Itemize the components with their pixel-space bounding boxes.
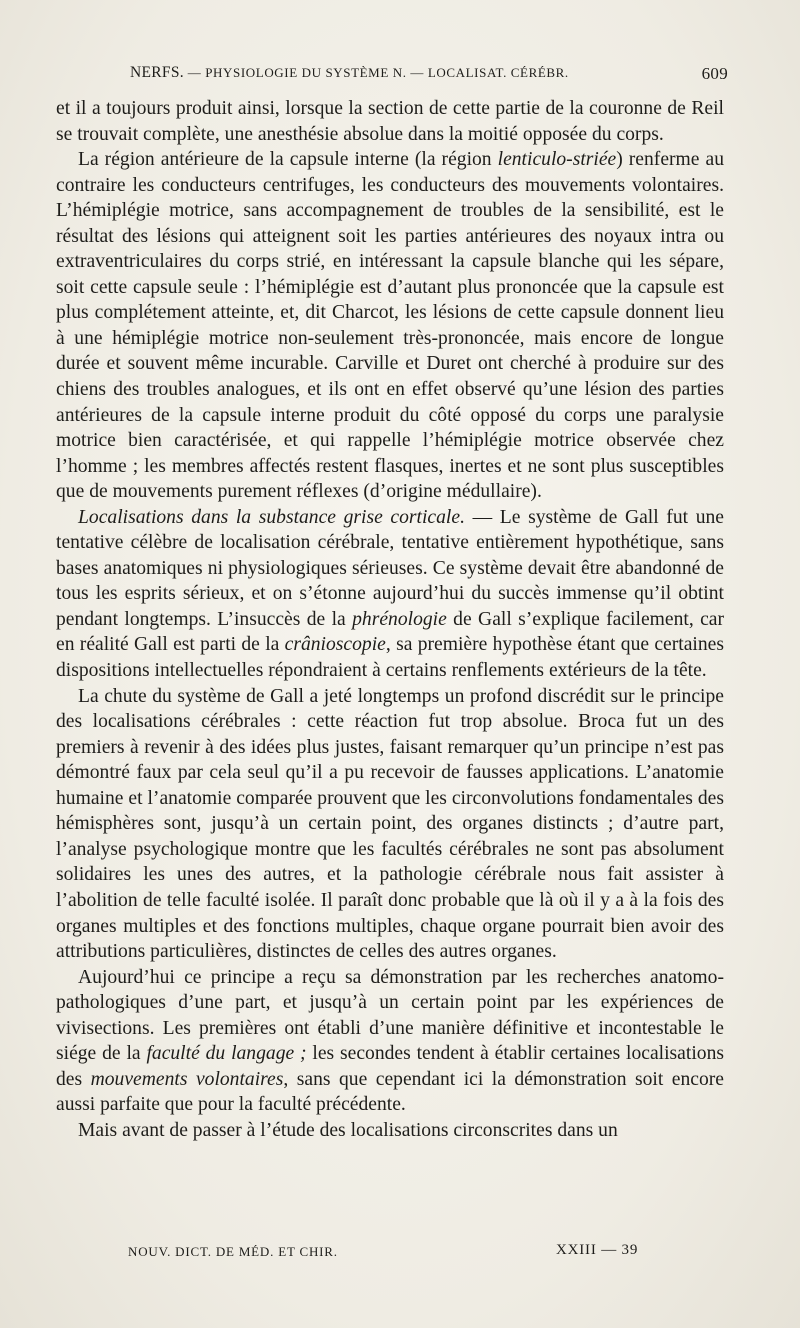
italic-run: Localisations dans la substance grise corticale.	[78, 506, 465, 528]
text-run: — Le système de Gall fut une tentative célèbre de localisation cérébrale, tentative entièrement hypothétique, sans bases anatomiques ni physiologiques sérieuses. Ce système devait être abandonné de tous les esprits sérieux, et on s’étonne aujourd’hui du succès immense qu’il obtint pendant longtemps. L’insuccès de la	[56, 506, 724, 630]
text-run: ) renferme au contraire les conducteurs centrifuges, les conducteurs des mouvements volontaires. L’hémiplégie motrice, sans accompagnement de troubles de la sensibilité, est le résultat des lésions qui atteignent soit les parties antérieures des noyaux intra ou extraventriculaires du corps strié, en intéressant la capsule blanche qui les sépare, soit cette capsule seule : l’hémiplégie est d’autant plus prononcée que la capsule est plus complétement atteinte, et, dit Charcot, les lésions de cette capsule donnent lieu à une hémiplégie motrice non-seulement très-prononcée, mais encore de longue durée et souvent même incurable. Carville et Duret ont cherché à produire sur des chiens des troubles analogues, et ils ont en effet observé qu’une lésion des parties antérieures de la capsule interne produit du côté opposé du corps une paralysie motrice bien caractérisée, et qui rappelle l’hémiplégie motrice observée chez l’homme ; les membres affectés restent flasques, inertes et ne sont plus susceptibles que de mouvements purement réflexes (d’origine médullaire).	[56, 149, 724, 503]
italic-run: lenticulo-striée	[497, 149, 617, 171]
page-number: 609	[701, 64, 728, 83]
italic-run: phrénologie	[352, 608, 447, 630]
text-run: les secondes tendent à établir certaines localisations des	[56, 1043, 724, 1090]
italic-run: faculté du langage ;	[146, 1043, 307, 1065]
text-run: et il a toujours produit ainsi, lorsque la section de cette partie de la couronne de Reil se trouvait complète, une anesthésie absolue dans la moitié opposée du corps.	[56, 98, 724, 145]
paragraph	[56, 96, 724, 147]
text-run: La chute du système de Gall a jeté longtemps un profond discrédit sur le principe des localisations cérébrales : cette réaction fut trop absolue. Broca fut un des premiers à revenir à des idées plus justes, faisant remarquer qu’un principe n’est pas démontré faux par cela seul qu’il a pu recevoir de fausses applications. L’anatomie humaine et l’anatomie comparée prouvent que les circonvolutions fondamentales des hémisphères sont, jusqu’à un certain point, des organes distincts ; d’autre part, l’analyse psychologique montre que les facultés cérébrales ne sont pas absolument solidaires les unes des autres, et la pathologie cérébrale nous fait assister à l’abolition de telle faculté isolée. Il paraît donc probable que là où il y a à la fois des organes multiples et des fonctions multiples, chaque organe pourrait bien avoir des attributions particulières, distinctes de celles des autres organes.	[56, 685, 724, 963]
italic-run: mouvements volontaires	[90, 1068, 284, 1090]
text-run: , sans que cependant ici la démonstration soit encore aussi parfaite que pour la faculté précédente.	[56, 1068, 724, 1116]
text-run: de Gall s’explique facilement, car en réalité Gall est parti de la	[56, 608, 724, 656]
running-title	[130, 64, 569, 82]
text-run: La région antérieure de la capsule interne (la région	[78, 149, 498, 171]
footer-signature-left: NOUV. DICT. DE MÉD. ET CHIR.	[128, 1244, 338, 1259]
running-header	[56, 62, 728, 90]
footer-signature-right: XXIII — 39	[556, 1242, 639, 1258]
body-text	[56, 96, 724, 1143]
paragraph	[56, 684, 724, 965]
header-running-title: — PHYSIOLOGIE DU SYSTÈME N. — LOCALISAT. CÉRÉBR.	[183, 65, 569, 80]
paragraph	[56, 505, 724, 684]
header-section: NERFS.	[130, 64, 184, 81]
paragraph	[56, 965, 724, 1118]
signature-footer	[56, 1242, 724, 1264]
paragraph	[56, 1118, 724, 1144]
text-run: Aujourd’hui ce principe a reçu sa démonstration par les recherches anatomo-pathologiques d’une part, et jusqu’à un certain point par les expériences de vivisections. Les premières ont établi d’une manière définitive et incontestable le siége de la	[56, 966, 724, 1065]
paragraph	[56, 147, 724, 505]
text-run: Mais avant de passer à l’étude des localisations circonscrites dans un	[78, 1119, 618, 1141]
text-run: , sa première hypothèse étant que certaines dispositions intellectuelles répondraient à certains renflements extérieurs de la tête.	[56, 634, 724, 682]
italic-run: crânioscopie	[284, 634, 386, 656]
